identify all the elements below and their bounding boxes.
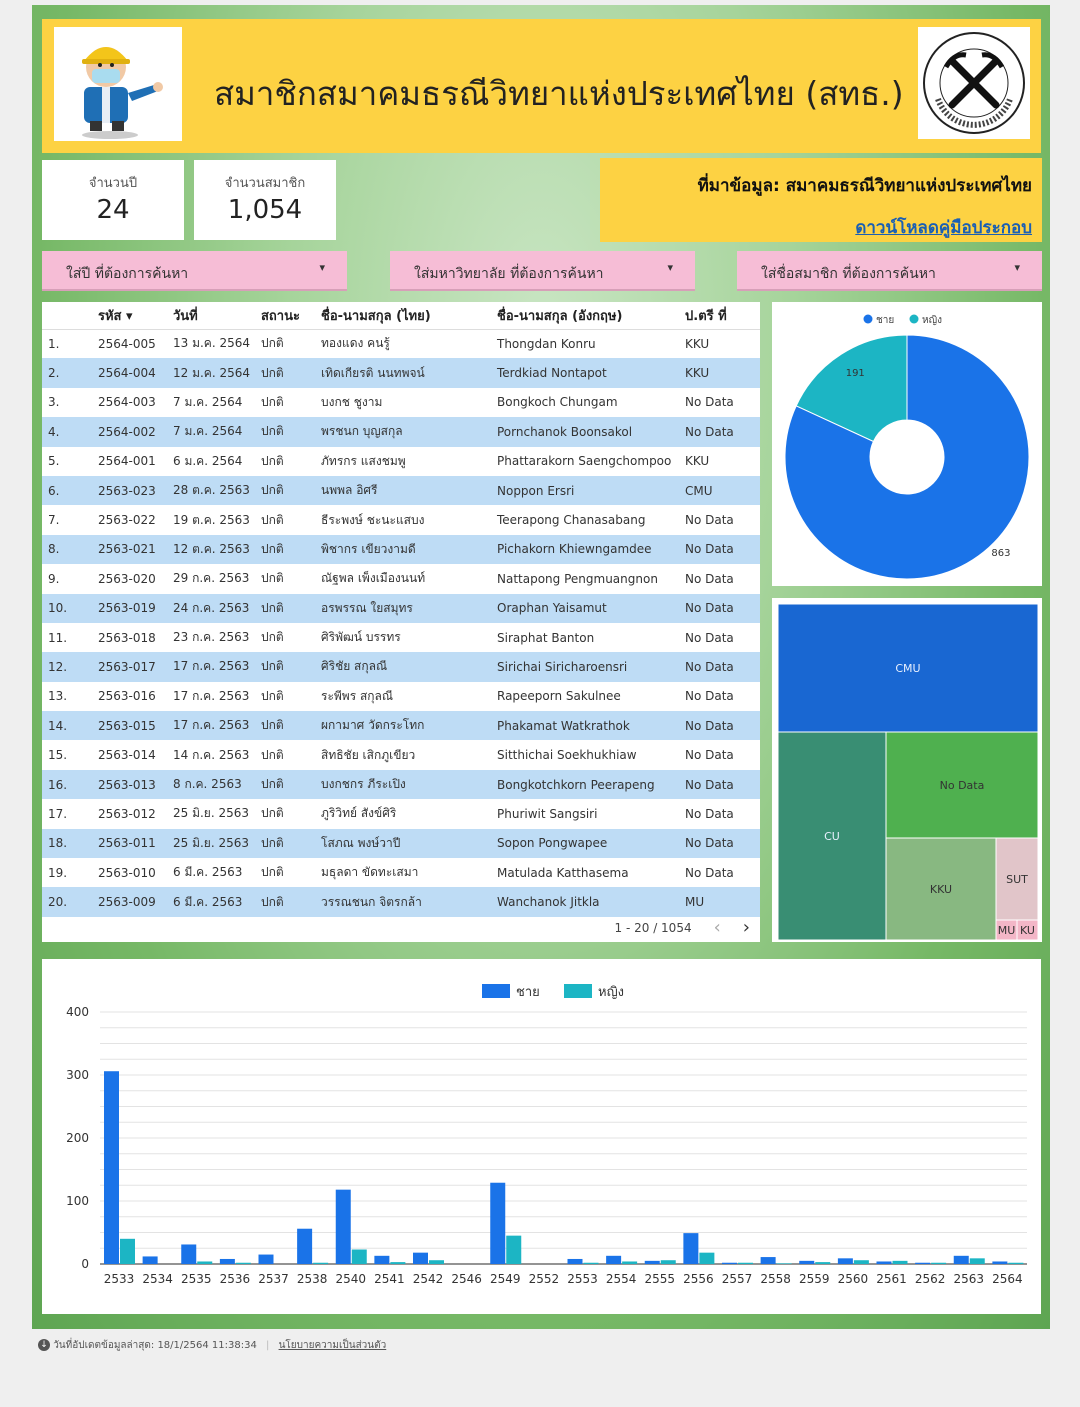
cell-id: 2564-002 xyxy=(92,417,167,446)
x-tick-label: 2557 xyxy=(721,1272,753,1286)
bar-female-2564 xyxy=(1008,1263,1023,1264)
cell-id: 2563-009 xyxy=(92,887,167,916)
cell-status: ปกติ xyxy=(261,571,284,586)
bar-male-2559 xyxy=(799,1261,814,1264)
cell-university: No Data xyxy=(679,711,760,740)
cell-id: 2563-011 xyxy=(92,829,167,858)
cell-id: 2563-016 xyxy=(98,689,156,704)
col-name-thai-header[interactable]: ชื่อ-นามสกุล (ไทย) xyxy=(315,302,491,329)
y-tick-label: 400 xyxy=(66,1005,89,1019)
x-tick-label: 2556 xyxy=(683,1272,714,1286)
cell-name-thai: มธุลดา ขัดทะเสมา xyxy=(321,865,419,880)
gender-pie-chart xyxy=(772,302,1042,586)
yearly-bar-panel xyxy=(42,959,1041,1314)
bar-male-2537 xyxy=(259,1255,274,1264)
cell-name-eng: Terdkiad Nontapot xyxy=(491,358,679,387)
cell-name-thai: ภูริวิทย์ สังข์ศิริ xyxy=(321,806,397,821)
treemap-label-no-data: No Data xyxy=(939,779,985,792)
cell-status: ปกติ xyxy=(261,865,284,880)
bar-female-2549 xyxy=(506,1236,521,1264)
bar-female-2558 xyxy=(777,1263,792,1264)
cell-university: MU xyxy=(679,887,760,916)
x-tick-label: 2555 xyxy=(644,1272,676,1286)
cell-university: KKU xyxy=(679,358,760,387)
x-tick-label: 2541 xyxy=(374,1272,405,1286)
x-tick-label: 2554 xyxy=(605,1272,637,1286)
cell-date: 6 ม.ค. 2564 xyxy=(173,453,243,468)
bar-female-2554 xyxy=(622,1261,637,1264)
pie-value-label-female: 191 xyxy=(845,368,865,380)
bar-female-2562 xyxy=(931,1263,946,1264)
header-banner xyxy=(42,19,1041,153)
cell-date: 19 ต.ค. 2563 xyxy=(173,512,250,527)
privacy-policy-link[interactable]: นโยบายความเป็นส่วนตัว xyxy=(278,1340,387,1351)
table-row[interactable] xyxy=(42,447,760,476)
x-tick-label: 2558 xyxy=(760,1272,791,1286)
cell-date: 13 ม.ค. 2564 xyxy=(173,336,251,351)
cell-date: 23 ก.ค. 2563 xyxy=(173,630,250,645)
members-table-panel xyxy=(42,302,760,942)
table-row[interactable] xyxy=(42,829,760,858)
y-tick-label: 100 xyxy=(66,1194,89,1208)
table-row[interactable] xyxy=(42,770,760,799)
year-filter-label: ใส่ปี ที่ต้องการค้นหา xyxy=(66,266,189,282)
cell-index: 2. xyxy=(42,358,92,387)
col-id-header[interactable]: รหัส ▾ xyxy=(92,302,167,329)
x-tick-label: 2538 xyxy=(296,1272,328,1286)
cell-id: 2563-020 xyxy=(98,571,156,586)
x-tick-label: 2546 xyxy=(451,1272,482,1286)
pagination-text: 1 - 20 / 1054 xyxy=(614,920,692,935)
x-tick-label: 2553 xyxy=(567,1272,598,1286)
table-row[interactable] xyxy=(42,535,760,564)
treemap-label-sut: SUT xyxy=(1006,873,1028,886)
legend-label-female: หญิง xyxy=(922,315,942,326)
info-icon: ↓ xyxy=(38,1339,50,1351)
table-row[interactable] xyxy=(42,476,760,505)
cell-status: ปกติ xyxy=(255,711,315,740)
cell-date: 8 ก.ค. 2563 xyxy=(167,770,255,799)
bar-female-2541 xyxy=(390,1262,405,1264)
cell-name-eng: Sitthichai Soekhukhiaw xyxy=(497,748,637,763)
cell-status: ปกติ xyxy=(255,535,315,564)
bar-male-2535 xyxy=(181,1244,196,1264)
cell-status: ปกติ xyxy=(255,417,315,446)
x-tick-label: 2563 xyxy=(953,1272,985,1286)
bar-female-2560 xyxy=(854,1260,869,1264)
university-filter[interactable] xyxy=(390,251,695,291)
cell-status: ปกติ xyxy=(255,887,315,916)
pie-value-label-male: 863 xyxy=(991,548,1011,560)
bar-male-2540 xyxy=(336,1190,351,1264)
cell-name-eng: Matulada Katthasema xyxy=(497,865,629,880)
cell-name-thai: ศิริชัย สกุลณี xyxy=(315,652,491,681)
page-title: สมาชิกสมาคมธรณีวิทยาแห่งประเทศไทย (สทธ.) xyxy=(214,74,904,113)
cell-name-thai: บงกชกร ภีระเปิง xyxy=(315,770,491,799)
cell-status: ปกติ xyxy=(261,453,284,468)
cell-name-eng: Pornchanok Boonsakol xyxy=(491,417,679,446)
cell-index: 19. xyxy=(48,865,68,880)
y-tick-label: 0 xyxy=(81,1257,89,1271)
x-tick-label: 2536 xyxy=(219,1272,251,1286)
legend-swatch-male xyxy=(482,984,510,998)
cell-name-eng: Phattarakorn Saengchompoo xyxy=(497,454,672,469)
legend-swatch-female xyxy=(564,984,592,998)
cell-id: 2564-004 xyxy=(92,358,167,387)
cell-status: ปกติ xyxy=(255,770,315,799)
chevron-down-icon: ▾ xyxy=(319,261,325,274)
cell-id: 2563-018 xyxy=(98,630,156,645)
cell-name-thai: นพพล อิศรี xyxy=(315,476,491,505)
cell-id: 2563-021 xyxy=(92,535,167,564)
col-name-eng-header[interactable]: ชื่อ-นามสกุล (อังกฤษ) xyxy=(491,302,679,329)
cell-name-eng: Pichakorn Khiewngamdee xyxy=(491,535,679,564)
cell-date: 6 มี.ค. 2563 xyxy=(173,865,243,880)
x-tick-label: 2559 xyxy=(798,1272,830,1286)
x-tick-label: 2533 xyxy=(103,1272,135,1286)
report-canvas xyxy=(32,5,1050,1329)
cell-index: 6. xyxy=(42,476,92,505)
treemap-label-ku: KU xyxy=(1020,924,1035,937)
cell-id: 2563-023 xyxy=(92,476,167,505)
treemap-label-mu: MU xyxy=(997,924,1016,937)
mascot-image xyxy=(54,27,182,141)
y-tick-label: 300 xyxy=(66,1068,89,1082)
cell-index: 9. xyxy=(48,571,60,586)
col-date-header[interactable]: วันที่ xyxy=(167,302,255,329)
cell-name-eng: Siraphat Banton xyxy=(497,630,595,645)
scorecard-years-value: 24 xyxy=(96,195,130,225)
cell-date: 25 มิ.ย. 2563 xyxy=(173,806,250,821)
x-tick-label: 2540 xyxy=(335,1272,367,1286)
cell-index: 20. xyxy=(42,887,92,916)
cell-university: KKU xyxy=(685,336,710,351)
cell-name-eng: Bongkotchkorn Peerapeng xyxy=(491,770,679,799)
cell-name-thai: ธีระพงษ์ ชะนะแสบง xyxy=(321,512,425,527)
cell-name-eng: Bongkoch Chungam xyxy=(497,395,618,410)
cell-university: No Data xyxy=(685,395,734,410)
bar-female-2553 xyxy=(584,1263,599,1264)
cell-name-thai: ณัฐพล เพ็งเมืองนนท์ xyxy=(321,571,426,586)
cell-index: 16. xyxy=(42,770,92,799)
cell-university: No Data xyxy=(679,770,760,799)
footer xyxy=(38,1338,386,1353)
table-row[interactable] xyxy=(42,682,760,711)
cell-index: 15. xyxy=(48,748,68,763)
cell-university: No Data xyxy=(685,630,734,645)
cell-university: No Data xyxy=(685,865,734,880)
cell-name-thai: ทองแดง คนรู้ xyxy=(321,336,390,351)
bar-male-2563 xyxy=(954,1256,969,1264)
cell-index: 18. xyxy=(42,829,92,858)
legend-label-female: หญิง xyxy=(598,985,624,1000)
cell-name-thai: ศิริพัฒน์ บรรทร xyxy=(321,630,401,645)
cell-index: 10. xyxy=(42,594,92,623)
cell-name-eng: Oraphan Yaisamut xyxy=(491,594,679,623)
cell-name-thai: ระพีพร สกุลณี xyxy=(321,688,394,703)
chevron-down-icon: ▾ xyxy=(1014,261,1020,274)
bar-male-2561 xyxy=(877,1261,892,1264)
cell-name-eng: Phakamat Watkrathok xyxy=(491,711,679,740)
cell-status: ปกติ xyxy=(255,476,315,505)
university-treemap xyxy=(772,598,1042,942)
society-logo xyxy=(918,27,1030,139)
cell-name-thai: อรพรรณ ใยสมุทร xyxy=(315,594,491,623)
x-tick-label: 2561 xyxy=(876,1272,907,1286)
prev-page-icon[interactable]: ‹ xyxy=(713,917,721,938)
table-row[interactable] xyxy=(42,623,760,652)
cell-name-eng: Sopon Pongwapee xyxy=(491,829,679,858)
x-tick-label: 2549 xyxy=(489,1272,521,1286)
cell-date: 6 มี.ค. 2563 xyxy=(167,887,255,916)
cell-status: ปกติ xyxy=(261,806,284,821)
cell-index: 8. xyxy=(42,535,92,564)
bar-female-2563 xyxy=(970,1258,985,1264)
cell-university: No Data xyxy=(679,829,760,858)
table-row[interactable] xyxy=(42,329,760,358)
bar-female-2556 xyxy=(699,1253,714,1264)
bar-female-2561 xyxy=(893,1261,908,1264)
cell-date: 17 ก.ค. 2563 xyxy=(167,711,255,740)
university-treemap-panel xyxy=(772,598,1042,942)
table-row[interactable] xyxy=(42,594,760,623)
cell-status: ปกติ xyxy=(261,512,284,527)
table-body xyxy=(42,329,760,917)
cell-id: 2563-019 xyxy=(92,594,167,623)
legend-dot-male xyxy=(864,315,873,324)
cell-id: 2563-010 xyxy=(98,865,156,880)
bar-male-2557 xyxy=(722,1263,737,1264)
cell-date: 7 ม.ค. 2564 xyxy=(173,394,243,409)
chevron-down-icon: ▾ xyxy=(667,261,673,274)
members-table xyxy=(42,302,760,917)
table-row[interactable] xyxy=(42,887,760,916)
cell-name-thai: บงกช ชูงาม xyxy=(321,394,383,409)
cell-id: 2564-001 xyxy=(98,454,156,469)
bar-female-2540 xyxy=(352,1250,367,1264)
cell-name-thai: วรรณชนก จิตรกล้า xyxy=(315,887,491,916)
legend-label-male: ชาย xyxy=(876,315,895,326)
cell-university: No Data xyxy=(685,806,734,821)
cell-status: ปกติ xyxy=(261,336,284,351)
table-row[interactable] xyxy=(42,505,760,534)
cell-index: 14. xyxy=(42,711,92,740)
cell-index: 4. xyxy=(42,417,92,446)
cell-id: 2563-012 xyxy=(98,806,156,821)
cell-name-eng: Nattapong Pengmuangnon xyxy=(497,571,658,586)
col-index-header xyxy=(42,302,92,329)
table-row[interactable] xyxy=(42,358,760,387)
cell-date: 25 มิ.ย. 2563 xyxy=(167,829,255,858)
y-tick-label: 200 xyxy=(66,1131,89,1145)
cell-id: 2563-017 xyxy=(92,652,167,681)
cell-index: 3. xyxy=(48,395,60,410)
cell-date: 12 ม.ค. 2564 xyxy=(167,358,255,387)
legend-dot-female xyxy=(910,315,919,324)
treemap-label-cu: CU xyxy=(824,830,840,843)
cell-name-thai: พรชนก บุญสกุล xyxy=(315,417,491,446)
cell-name-eng: Wanchanok Jitkla xyxy=(491,887,679,916)
bar-male-2549 xyxy=(490,1183,505,1264)
cell-university: No Data xyxy=(679,594,760,623)
bar-male-2534 xyxy=(143,1256,158,1264)
cell-university: No Data xyxy=(685,571,734,586)
cell-university: KKU xyxy=(685,454,710,469)
bar-female-2559 xyxy=(815,1262,830,1264)
cell-date: 17 ก.ค. 2563 xyxy=(173,688,250,703)
cell-name-eng: Rapeeporn Sakulnee xyxy=(497,689,621,704)
bar-male-2541 xyxy=(374,1256,389,1264)
x-tick-label: 2564 xyxy=(992,1272,1023,1286)
cell-name-eng: Teerapong Chanasabang xyxy=(497,513,646,528)
cell-index: 12. xyxy=(42,652,92,681)
cell-name-eng: Phuriwit Sangsiri xyxy=(497,806,598,821)
last-updated-text: วันที่อัปเดตข้อมูลล่าสุด: 18/1/2564 11:38:34 xyxy=(53,1340,257,1351)
bar-male-2555 xyxy=(645,1261,660,1264)
table-row[interactable] xyxy=(42,652,760,681)
bar-male-2553 xyxy=(568,1259,583,1264)
table-row[interactable] xyxy=(42,711,760,740)
cell-name-eng: Thongdan Konru xyxy=(497,336,596,351)
university-filter-label: ใส่มหาวิทยาลัย ที่ต้องการค้นหา xyxy=(414,266,604,282)
x-tick-label: 2562 xyxy=(914,1272,946,1286)
member-filter[interactable] xyxy=(737,251,1042,291)
x-tick-label: 2552 xyxy=(528,1272,560,1286)
cell-status: ปกติ xyxy=(261,394,284,409)
x-tick-label: 2535 xyxy=(180,1272,212,1286)
cell-name-thai: โสภณ พงษ์วาปี xyxy=(315,829,491,858)
cell-date: 17 ก.ค. 2563 xyxy=(167,652,255,681)
x-tick-label: 2537 xyxy=(258,1272,289,1286)
cell-status: ปกติ xyxy=(261,630,284,645)
bar-male-2533 xyxy=(104,1071,119,1264)
cell-name-thai: พิชากร เขียวงามดี xyxy=(315,535,491,564)
cell-index: 17. xyxy=(48,806,68,821)
col-university-header[interactable]: ป.ตรี ที่ xyxy=(679,302,760,329)
year-filter[interactable] xyxy=(42,251,347,291)
footer-divider: | xyxy=(266,1340,270,1351)
table-header-row xyxy=(42,302,760,329)
cell-university: No Data xyxy=(685,513,734,528)
cell-university: No Data xyxy=(679,417,760,446)
scorecard-years xyxy=(42,160,184,240)
cell-status: ปกติ xyxy=(255,594,315,623)
table-row[interactable] xyxy=(42,740,760,769)
bar-male-2558 xyxy=(761,1257,776,1264)
cell-id: 2564-005 xyxy=(98,336,156,351)
bar-male-2554 xyxy=(606,1256,621,1264)
gender-pie-panel xyxy=(772,302,1042,586)
x-tick-label: 2542 xyxy=(412,1272,444,1286)
cell-university: No Data xyxy=(685,689,734,704)
bar-female-2535 xyxy=(197,1261,212,1264)
treemap-label-cmu: CMU xyxy=(895,662,921,675)
scorecard-members-label: จำนวนสมาชิก xyxy=(224,176,306,191)
scorecard-years-label: จำนวนปี xyxy=(88,176,138,191)
bar-male-2556 xyxy=(683,1233,698,1264)
download-manual-link[interactable]: ดาวน์โหลดคู่มือประกอบ xyxy=(855,218,1032,238)
x-tick-label: 2534 xyxy=(142,1272,173,1286)
legend-label-male: ชาย xyxy=(516,985,540,1000)
scorecard-members-value: 1,054 xyxy=(227,195,303,225)
cell-status: ปกติ xyxy=(255,358,315,387)
cell-name-eng: Noppon Ersri xyxy=(491,476,679,505)
member-filter-label: ใส่ชื่อสมาชิก ที่ต้องการค้นหา xyxy=(761,266,936,282)
cell-name-thai: ภัทรกร แสงชมพู xyxy=(321,453,406,468)
cell-date: 12 ต.ค. 2563 xyxy=(167,535,255,564)
treemap-label-kku: KKU xyxy=(929,883,953,896)
bar-female-2555 xyxy=(661,1260,676,1264)
bar-female-2538 xyxy=(313,1263,328,1264)
bar-female-2557 xyxy=(738,1263,753,1264)
x-tick-label: 2560 xyxy=(837,1272,869,1286)
cell-university: CMU xyxy=(679,476,760,505)
data-source-text: ที่มาข้อมูล: สมาคมธรณีวิทยาแห่งประเทศไทย xyxy=(697,176,1032,196)
cell-university: No Data xyxy=(679,652,760,681)
cell-index: 1. xyxy=(48,336,60,351)
cell-name-thai: ผกามาศ วัดกระโทก xyxy=(315,711,491,740)
cell-index: 5. xyxy=(48,454,60,469)
bar-male-2560 xyxy=(838,1258,853,1264)
cell-name-thai: เทิดเกียรติ นนทพจน์ xyxy=(315,358,491,387)
col-status-header[interactable]: สถานะ xyxy=(255,302,315,329)
bar-male-2538 xyxy=(297,1229,312,1264)
cell-name-thai: สิทธิชัย เสิกภูเขียว xyxy=(321,747,416,762)
bar-male-2542 xyxy=(413,1253,428,1264)
cell-name-eng: Sirichai Siricharoensri xyxy=(491,652,679,681)
cell-date: 29 ก.ค. 2563 xyxy=(173,571,250,586)
cell-id: 2563-014 xyxy=(98,748,156,763)
yearly-bar-chart xyxy=(42,959,1041,1314)
cell-id: 2564-003 xyxy=(98,395,156,410)
cell-university: No Data xyxy=(679,535,760,564)
table-row[interactable] xyxy=(42,858,760,887)
bar-male-2564 xyxy=(992,1261,1007,1264)
table-row[interactable] xyxy=(42,388,760,417)
cell-university: No Data xyxy=(685,748,734,763)
cell-date: 14 ก.ค. 2563 xyxy=(173,747,250,762)
bar-male-2562 xyxy=(915,1263,930,1264)
cell-id: 2563-015 xyxy=(92,711,167,740)
cell-status: ปกติ xyxy=(255,652,315,681)
pagination xyxy=(615,917,750,938)
table-row[interactable] xyxy=(42,564,760,593)
cell-status: ปกติ xyxy=(255,829,315,858)
table-row[interactable] xyxy=(42,799,760,828)
cell-id: 2563-022 xyxy=(98,513,156,528)
next-page-icon[interactable]: › xyxy=(742,917,750,938)
cell-date: 28 ต.ค. 2563 xyxy=(167,476,255,505)
cell-date: 24 ก.ค. 2563 xyxy=(167,594,255,623)
cell-status: ปกติ xyxy=(261,747,284,762)
data-source-box xyxy=(600,158,1042,242)
table-row[interactable] xyxy=(42,417,760,446)
bar-female-2536 xyxy=(236,1263,251,1264)
bar-female-2542 xyxy=(429,1260,444,1264)
cell-status: ปกติ xyxy=(261,688,284,703)
cell-date: 7 ม.ค. 2564 xyxy=(167,417,255,446)
cell-id: 2563-013 xyxy=(92,770,167,799)
bar-male-2536 xyxy=(220,1259,235,1264)
cell-index: 11. xyxy=(48,630,68,645)
cell-index: 7. xyxy=(48,513,60,528)
cell-index: 13. xyxy=(48,689,68,704)
scorecard-members xyxy=(194,160,336,240)
bar-female-2533 xyxy=(120,1239,135,1264)
